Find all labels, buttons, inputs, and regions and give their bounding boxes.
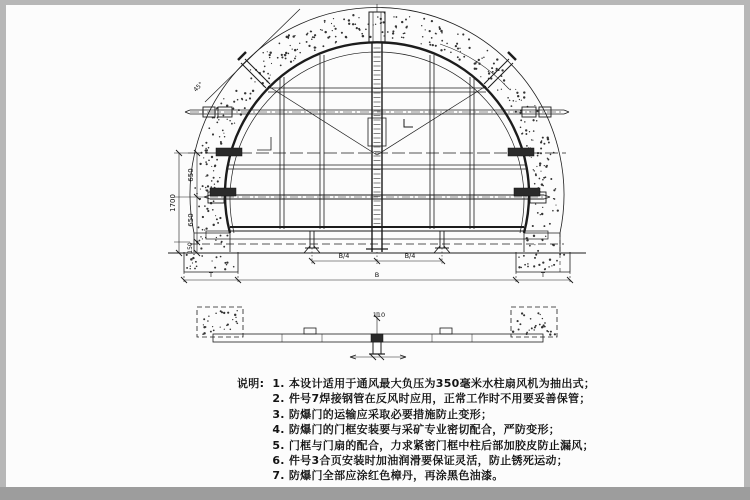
plan-section-view xyxy=(197,307,557,360)
door-vertical-dividers xyxy=(280,55,474,229)
hinge-bracket xyxy=(508,148,534,156)
pin-circle-arc-segment xyxy=(440,44,509,89)
bottom-lugs xyxy=(304,231,450,253)
hinge-brackets xyxy=(210,148,540,196)
section-center-post xyxy=(369,334,385,354)
dim-upper-650: 650 xyxy=(187,168,195,182)
dim-b-span: B xyxy=(374,271,380,279)
quarter-span-dimensions xyxy=(309,248,445,264)
dim-t-left: T xyxy=(209,271,213,279)
notes-label: 说明: xyxy=(237,377,265,390)
section-lug-right xyxy=(440,328,452,334)
note-line: 4. 防爆门的门框安装要与采矿专业密切配合，严防变形； xyxy=(272,423,561,437)
footing-left xyxy=(184,252,238,272)
overall-span-dimension xyxy=(181,271,573,283)
note-line: 6. 件号3合页安装时加油润滑要保证灵活，防止锈死运动； xyxy=(272,453,569,467)
hinge-pin-left xyxy=(241,59,270,88)
dim-lower-650: 650 xyxy=(187,213,195,227)
radial-brace-lines xyxy=(268,86,486,155)
lug-left xyxy=(304,231,320,253)
dim-110: 110 xyxy=(372,311,386,319)
dim-t-right: T xyxy=(541,271,545,279)
notes-block xyxy=(237,376,595,484)
note-line: 5. 门框与门扇的配合，力求紧密门框中柱后部加胶皮防止漏风； xyxy=(272,438,594,452)
dim-b4-left: B/4 xyxy=(338,252,350,260)
swing-angle-label: 45° xyxy=(192,80,205,94)
note-line: 7. 防爆门全部应涂红色樟丹，再涂黑色油漆。 xyxy=(272,469,504,483)
lug-right xyxy=(434,231,450,253)
note-line: 1. 本设计适用于通风最大负压为350毫米水柱扇风机为抽出式； xyxy=(272,377,596,390)
part-leader-mark xyxy=(404,119,413,127)
pier-right xyxy=(524,233,560,252)
door-horizontal-rails xyxy=(228,88,526,169)
hinge-bracket xyxy=(210,188,236,196)
center-post-splice xyxy=(368,118,386,146)
front-elevation xyxy=(168,4,586,336)
dim-1700: 1700 xyxy=(169,194,177,212)
section-lug-left xyxy=(304,328,316,334)
hinge-bracket xyxy=(514,188,540,196)
notes-list xyxy=(272,376,595,484)
dim-150: 150 xyxy=(187,242,194,254)
pier-left xyxy=(194,233,230,252)
note-line: 3. 防爆门的运输应采取必要措施防止变形； xyxy=(272,407,493,421)
sill xyxy=(206,231,548,239)
step-bracket xyxy=(257,137,271,150)
left-dimension-chain xyxy=(168,150,208,256)
dim-b4-right: B/4 xyxy=(404,252,416,260)
note-line: 2. 件号7焊接钢管在反风时应用，正常工作时不用要妥善保管； xyxy=(272,392,591,406)
hinge-bracket xyxy=(216,148,242,156)
tie-rod-lower xyxy=(204,192,550,203)
